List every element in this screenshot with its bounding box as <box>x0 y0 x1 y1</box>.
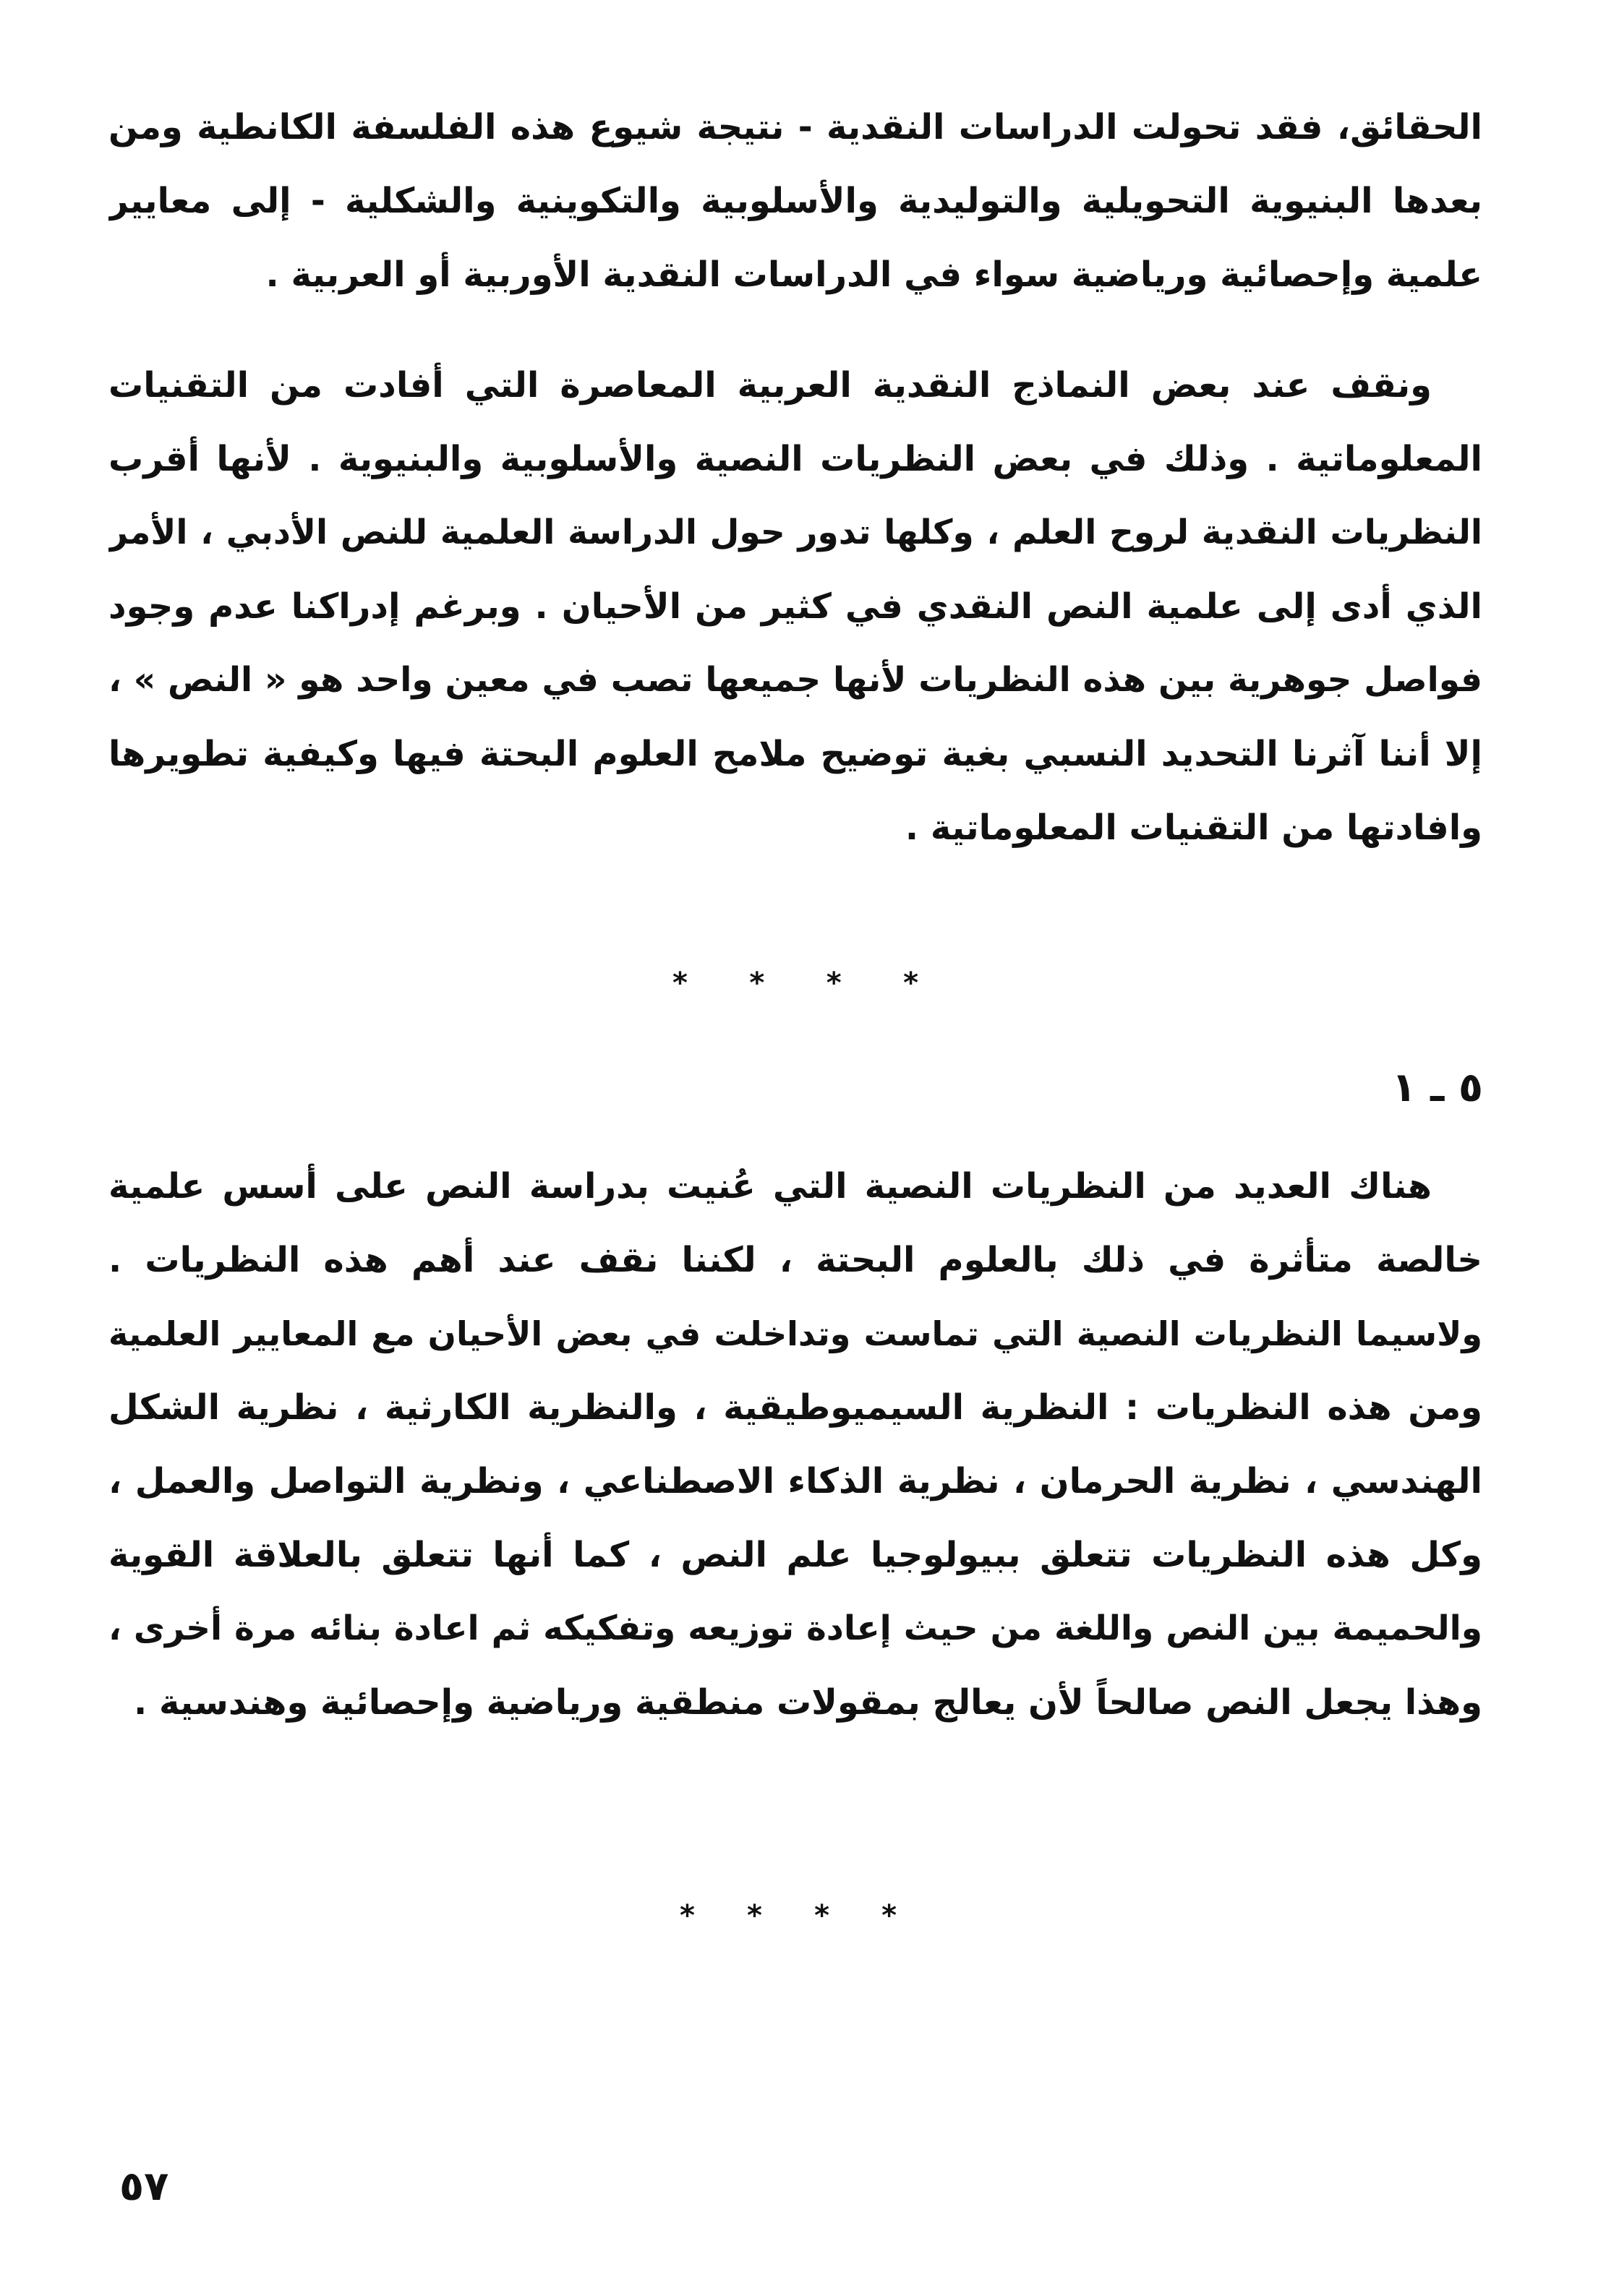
paragraph-line: الذي أدى إلى علمية النص النقدي في كثير من الأحيان . وبرغم إدراكنا عدم وجود <box>108 586 1482 627</box>
separator-star: * <box>749 967 765 1000</box>
separator-star: * <box>814 1899 829 1932</box>
paragraph-line: ولاسيما النظريات النصية التي تماست وتداخلت في بعض الأحيان مع المعايير العلمية <box>108 1314 1482 1353</box>
paragraph-line: ونقف عند بعض النماذج النقدية العربية المعاصرة التي أفادت من التقنيات <box>108 365 1432 406</box>
paragraph-line: وكل هذه النظريات تتعلق ببيولوجيا علم النص ، كما أنها تتعلق بالعلاقة القوية <box>108 1535 1482 1575</box>
paragraph-line: النظريات النقدية لروح العلم ، وكلها تدور حول الدراسة العلمية للنص الأدبي ، الأمر <box>108 513 1482 552</box>
paragraph-2 <box>108 348 1482 865</box>
separator-star: * <box>903 967 918 1000</box>
paragraph-line: وافادتها من التقنيات المعلوماتية . <box>905 808 1482 848</box>
separator-star: * <box>747 1899 762 1932</box>
separator-star: * <box>672 967 688 1000</box>
paragraph-line: بعدها البنيوية التحويلية والتوليدية والأسلوبية والتكوينية والشكلية - إلى معايير <box>108 181 1482 221</box>
paragraph-line: هناك العديد من النظريات النصية التي عُنيت بدراسة النص على أسس علمية <box>108 1166 1432 1207</box>
page-number: ٥٧ <box>119 2163 169 2210</box>
section-separator <box>680 1901 897 1930</box>
section-separator <box>672 969 918 998</box>
paragraph-line: فواصل جوهرية بين هذه النظريات لأنها جميعها تصب في معين واحد هو « النص » ، <box>108 660 1482 700</box>
paragraph-line: الهندسي ، نظرية الحرمان ، نظرية الذكاء الاصطناعي ، ونظرية التواصل والعمل ، <box>108 1461 1482 1502</box>
paragraph-line: خالصة متأثرة في ذلك بالعلوم البحتة ، لكننا نقف عند أهم هذه النظريات . <box>108 1240 1482 1280</box>
paragraph-line: وهذا يجعل النص صالحاً لأن يعالج بمقولات منطقية ورياضية وإحصائية وهندسية . <box>134 1682 1482 1723</box>
separator-star: * <box>826 967 842 1000</box>
paragraph-line: ومن هذه النظريات : النظرية السيميوطيقية ، والنظرية الكارثية ، نظرية الشكل <box>108 1387 1482 1428</box>
paragraph-line: إلا أننا آثرنا التحديد النسبي بغية توضيح ملامح العلوم البحتة فيها وكيفية تطويرها <box>108 734 1482 774</box>
paragraph-line: الحقائق، فقد تحولت الدراسات النقدية - نتيجة شيوع هذه الفلسفة الكانطية ومن <box>108 107 1482 147</box>
paragraph-line: والحميمة بين النص واللغة من حيث إعادة توزيعه وتفكيكه ثم اعادة بنائه مرة أخرى ، <box>108 1609 1482 1648</box>
section-number-heading: ٥ ـ ١ <box>1391 1064 1483 1111</box>
paragraph-3 <box>108 1149 1482 1739</box>
paragraph-line: المعلوماتية . وذلك في بعض النظريات النصية والأسلوبية والبنيوية . لأنها أقرب <box>108 439 1482 479</box>
paragraph-1 <box>108 90 1482 312</box>
separator-star: * <box>680 1899 695 1932</box>
separator-star: * <box>881 1899 897 1932</box>
paragraph-line: علمية وإحصائية ورياضية سواء في الدراسات النقدية الأوربية أو العربية . <box>265 254 1482 295</box>
